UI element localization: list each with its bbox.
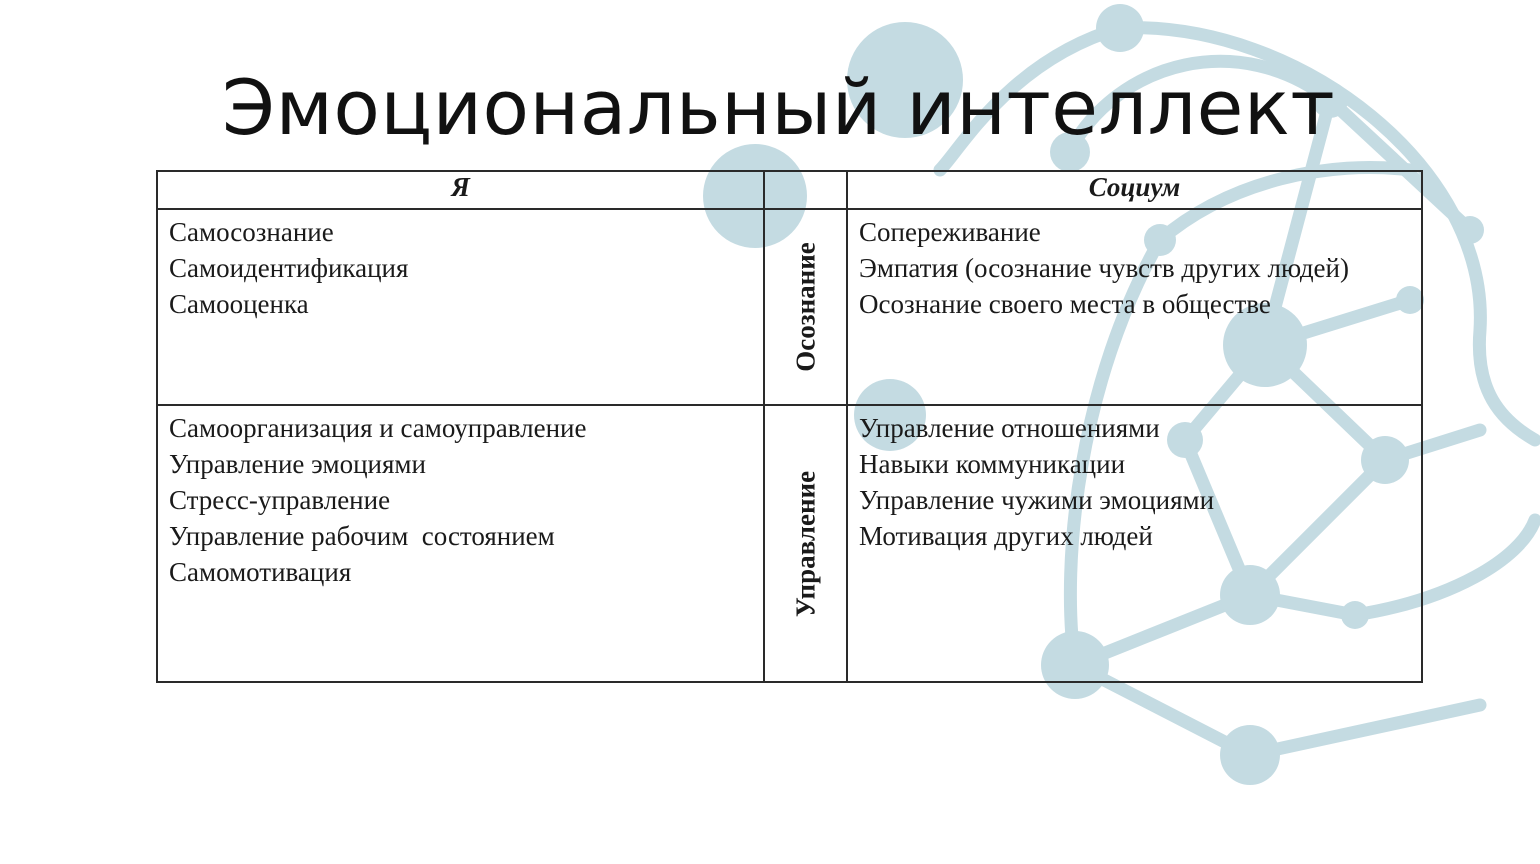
table-row-awareness <box>157 209 1422 405</box>
list-item: Самоорганизация и самоуправление <box>169 413 587 443</box>
list-item: Стресс-управление <box>169 485 391 515</box>
row-label-awareness: Осознание <box>790 242 820 372</box>
list-item: Управление рабочим состоянием <box>169 521 555 551</box>
list-item: Управление эмоциями <box>169 449 426 479</box>
row-label-cell-management <box>764 405 847 682</box>
list-item: Навыки коммуникации <box>859 449 1126 479</box>
header-middle <box>764 171 847 209</box>
row-label-cell-awareness <box>764 209 847 405</box>
page-title: Эмоциональный интеллект <box>222 63 1336 152</box>
cell-self-awareness <box>157 209 764 405</box>
cell-society-awareness <box>847 209 1422 405</box>
list-item: Самооценка <box>169 289 309 319</box>
list-item: Самосознание <box>169 217 334 247</box>
list-item: Самомотивация <box>169 557 352 587</box>
list-item: Осознание своего места в обществе <box>859 289 1271 319</box>
cell-society-management <box>847 405 1422 682</box>
row-label-management: Управление <box>790 470 820 617</box>
ei-matrix-table <box>156 170 1423 683</box>
list-item: Мотивация других людей <box>859 521 1153 551</box>
list-item: Сопереживание <box>859 217 1041 247</box>
table-header-row <box>157 171 1422 209</box>
cell-self-management <box>157 405 764 682</box>
header-society: Социум <box>847 171 1422 209</box>
list-item: Эмпатия (осознание чувств других людей) <box>859 253 1349 283</box>
table-row-management <box>157 405 1422 682</box>
list-item: Самоидентификация <box>169 253 409 283</box>
list-item: Управление отношениями <box>859 413 1160 443</box>
list-item: Управление чужими эмоциями <box>859 485 1215 515</box>
header-self: Я <box>157 171 764 209</box>
